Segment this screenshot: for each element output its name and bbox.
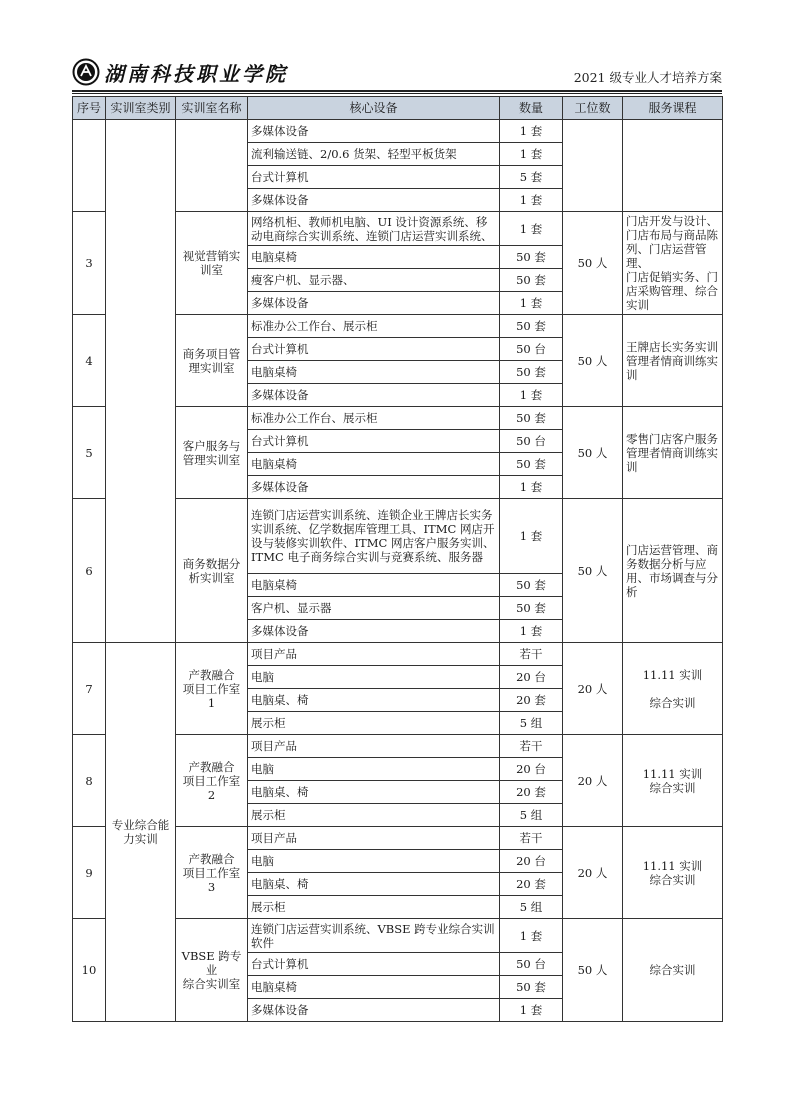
quantity-cell: 1 套	[500, 292, 563, 315]
lab-category-upper	[106, 120, 176, 643]
quantity-cell: 若干	[500, 735, 563, 758]
equipment-cell: 瘦客户机、显示器、	[248, 269, 500, 292]
equipment-cell: 电脑桌、椅	[248, 873, 500, 896]
quantity-cell: 50 套	[500, 269, 563, 292]
quantity-cell: 1 套	[500, 919, 563, 953]
quantity-cell: 50 台	[500, 430, 563, 453]
quantity-cell: 20 套	[500, 689, 563, 712]
equipment-cell: 展示柜	[248, 712, 500, 735]
row-number: 3	[73, 212, 106, 315]
row-number: 8	[73, 735, 106, 827]
equipment-cell: 电脑	[248, 666, 500, 689]
equipment-cell: 电脑桌椅	[248, 453, 500, 476]
equipment-cell: 电脑桌椅	[248, 976, 500, 999]
lab-category: 专业综合能 力实训	[106, 643, 176, 1022]
quantity-cell: 1 套	[500, 143, 563, 166]
stations-cell	[563, 120, 623, 212]
quantity-cell: 5 套	[500, 166, 563, 189]
service-course-cell: 王牌店长实务实训 管理者情商训练实 训	[623, 315, 723, 407]
service-course-cell: 零售门店客户服务 管理者情商训练实 训	[623, 407, 723, 499]
column-header: 数量	[500, 97, 563, 120]
equipment-cell: 标准办公工作台、展示柜	[248, 407, 500, 430]
quantity-cell: 1 套	[500, 384, 563, 407]
equipment-cell: 多媒体设备	[248, 999, 500, 1022]
quantity-cell: 20 套	[500, 873, 563, 896]
quantity-cell: 50 套	[500, 361, 563, 384]
column-header: 核心设备	[248, 97, 500, 120]
quantity-cell: 1 套	[500, 476, 563, 499]
service-course-cell: 11.11 实训 综合实训	[623, 735, 723, 827]
equipment-cell: 多媒体设备	[248, 620, 500, 643]
column-header: 工位数	[563, 97, 623, 120]
service-course-cell	[623, 120, 723, 212]
lab-name: 视觉营销实 训室	[176, 212, 248, 315]
lab-name: 商务数据分 析实训室	[176, 499, 248, 643]
lab-name: 产教融合 项目工作室 3	[176, 827, 248, 919]
equipment-cell: 台式计算机	[248, 953, 500, 976]
quantity-cell: 50 套	[500, 407, 563, 430]
lab-name: 客户服务与 管理实训室	[176, 407, 248, 499]
equipment-cell: 多媒体设备	[248, 384, 500, 407]
quantity-cell: 1 套	[500, 120, 563, 143]
stations-cell: 50 人	[563, 212, 623, 315]
row-number: 5	[73, 407, 106, 499]
equipment-cell: 标准办公工作台、展示柜	[248, 315, 500, 338]
equipment-cell: 电脑桌、椅	[248, 689, 500, 712]
quantity-cell: 50 台	[500, 338, 563, 361]
equipment-cell: 多媒体设备	[248, 292, 500, 315]
equipment-cell: 项目产品	[248, 827, 500, 850]
quantity-cell: 若干	[500, 827, 563, 850]
equipment-cell: 项目产品	[248, 643, 500, 666]
equipment-cell: 台式计算机	[248, 338, 500, 361]
quantity-cell: 1 套	[500, 189, 563, 212]
equipment-cell: 展示柜	[248, 896, 500, 919]
service-course-cell: 综合实训	[623, 919, 723, 1022]
stations-cell: 50 人	[563, 407, 623, 499]
row-number: 9	[73, 827, 106, 919]
table-header-row	[73, 97, 723, 120]
quantity-cell: 20 台	[500, 758, 563, 781]
header-rule	[72, 90, 722, 92]
equipment-cell: 电脑	[248, 758, 500, 781]
equipment-cell: 连锁门店运营实训系统、VBSE 跨专业综合实训软件	[248, 919, 500, 953]
lab-name: VBSE 跨专业 综合实训室	[176, 919, 248, 1022]
quantity-cell: 1 套	[500, 499, 563, 574]
quantity-cell: 20 台	[500, 850, 563, 873]
service-course-cell: 门店运营管理、商 务数据分析与应 用、市场调查与分 析	[623, 499, 723, 643]
column-header: 实训室类别	[106, 97, 176, 120]
equipment-cell: 多媒体设备	[248, 476, 500, 499]
quantity-cell: 5 组	[500, 896, 563, 919]
equipment-cell: 连锁门店运营实训系统、连锁企业王牌店长实务实训系统、亿学数据库管理工具、ITMC 网店开设与装修实训软件、ITMC 网店客户服务实训、ITMC 电子商务综合实训与竞赛系统、服务器	[248, 499, 500, 574]
stations-cell: 50 人	[563, 499, 623, 643]
document-title: 2021 级专业人才培养方案	[573, 70, 722, 85]
equipment-cell: 台式计算机	[248, 166, 500, 189]
equipment-cell: 电脑桌椅	[248, 246, 500, 269]
row-number: 6	[73, 499, 106, 643]
equipment-cell: 项目产品	[248, 735, 500, 758]
quantity-cell: 50 套	[500, 246, 563, 269]
stations-cell: 20 人	[563, 643, 623, 735]
quantity-cell: 1 套	[500, 620, 563, 643]
quantity-cell: 5 组	[500, 712, 563, 735]
page-header	[72, 56, 722, 90]
quantity-cell: 1 套	[500, 999, 563, 1022]
quantity-cell: 若干	[500, 643, 563, 666]
stations-cell: 50 人	[563, 919, 623, 1022]
quantity-cell: 50 台	[500, 953, 563, 976]
quantity-cell: 20 台	[500, 666, 563, 689]
stations-cell: 20 人	[563, 827, 623, 919]
lab-name	[176, 120, 248, 212]
column-header: 服务课程	[623, 97, 723, 120]
quantity-cell: 20 套	[500, 781, 563, 804]
table-row	[73, 120, 723, 143]
service-course-cell: 11.11 实训 综合实训	[623, 643, 723, 735]
quantity-cell: 1 套	[500, 212, 563, 246]
column-header: 序号	[73, 97, 106, 120]
lab-name: 产教融合 项目工作室 1	[176, 643, 248, 735]
equipment-cell: 网络机柜、教师机电脑、UI 设计资源系统、移动电商综合实训系统、连锁门店运营实训系统、	[248, 212, 500, 246]
equipment-cell: 电脑桌、椅	[248, 781, 500, 804]
stations-cell: 20 人	[563, 735, 623, 827]
column-header: 实训室名称	[176, 97, 248, 120]
row-number: 10	[73, 919, 106, 1022]
table-row	[73, 643, 723, 666]
quantity-cell: 5 组	[500, 804, 563, 827]
equipment-cell: 流利输送链、2/0.6 货架、轻型平板货架	[248, 143, 500, 166]
equipment-cell: 展示柜	[248, 804, 500, 827]
header-rule-thin	[72, 93, 722, 94]
quantity-cell: 50 套	[500, 597, 563, 620]
school-name-logotype: 湖南科技职业学院	[104, 62, 288, 86]
service-course-cell: 门店开发与设计、 门店布局与商品陈 列、门店运营管理、 门店促销实务、门 店采购管理、综合 实训	[623, 212, 723, 315]
row-number: 7	[73, 643, 106, 735]
service-course-cell: 11.11 实训 综合实训	[623, 827, 723, 919]
equipment-cell: 电脑桌椅	[248, 574, 500, 597]
equipment-cell: 电脑	[248, 850, 500, 873]
quantity-cell: 50 套	[500, 574, 563, 597]
stations-cell: 50 人	[563, 315, 623, 407]
equipment-cell: 台式计算机	[248, 430, 500, 453]
row-number	[73, 120, 106, 212]
equipment-cell: 电脑桌椅	[248, 361, 500, 384]
quantity-cell: 50 套	[500, 976, 563, 999]
school-logo-icon	[72, 58, 100, 86]
quantity-cell: 50 套	[500, 453, 563, 476]
lab-name: 商务项目管 理实训室	[176, 315, 248, 407]
equipment-cell: 多媒体设备	[248, 189, 500, 212]
row-number: 4	[73, 315, 106, 407]
lab-equipment-table	[72, 96, 723, 1022]
lab-name: 产教融合 项目工作室 2	[176, 735, 248, 827]
quantity-cell: 50 套	[500, 315, 563, 338]
equipment-cell: 多媒体设备	[248, 120, 500, 143]
equipment-cell: 客户机、显示器	[248, 597, 500, 620]
